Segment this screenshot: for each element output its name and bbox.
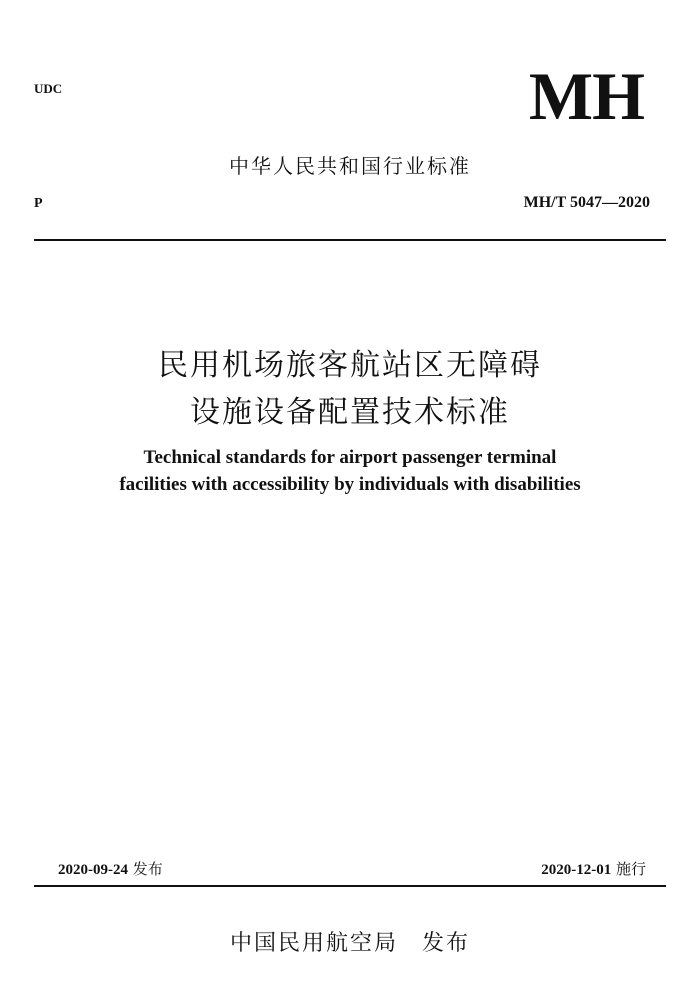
udc-label: UDC	[34, 81, 63, 96]
issue-date-value: 2020-09-24	[58, 862, 128, 878]
implementation-date-value: 2020-12-01	[541, 862, 612, 878]
chinese-title-line-2: 设施设备配置技术标准	[190, 395, 510, 430]
publisher: 中国民用航空局 发布	[229, 931, 470, 956]
implementation-label: 施行	[615, 860, 646, 878]
classification-code: P	[34, 196, 43, 211]
chinese-title-line-1: 民用机场旅客航站区无障碍	[158, 348, 542, 383]
standard-number: MH/T 5047—2020	[523, 194, 650, 211]
mh-logo: MH	[528, 58, 644, 134]
english-title-line-1: Technical standards for airport passenger terminal	[143, 447, 557, 468]
header-divider	[34, 239, 666, 241]
issue-date	[58, 858, 163, 879]
english-title-line-2: facilities with accessibility by individuals with disabilities	[119, 474, 581, 495]
implementation-date	[541, 858, 646, 879]
issue-label: 发布	[132, 860, 163, 878]
standard-type: 中华人民共和国行业标准	[229, 154, 471, 178]
footer-divider	[34, 885, 666, 887]
